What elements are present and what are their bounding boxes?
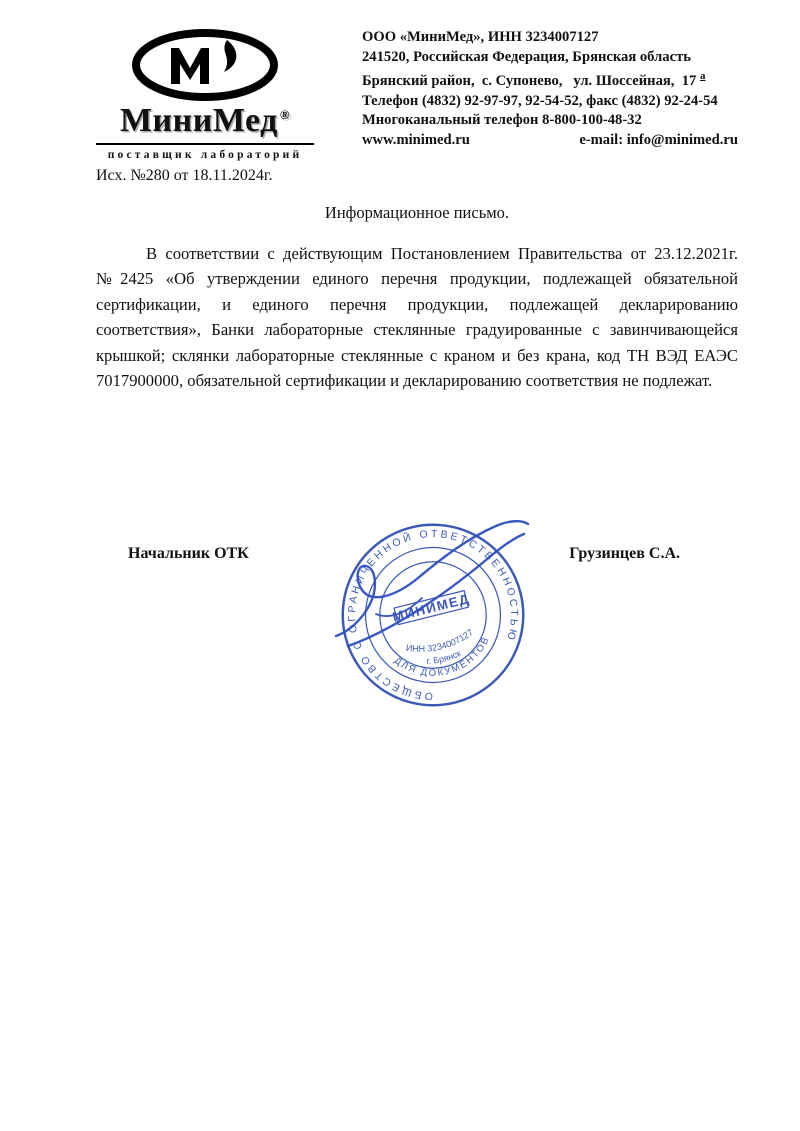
stamp-city-text: г. Брянск	[426, 647, 463, 666]
letterhead	[96, 28, 738, 161]
multichannel-phone-line: Многоканальный телефон 8-800-100-48-32	[362, 112, 642, 129]
brand-tagline: поставщик лабораторий	[96, 143, 314, 161]
phone-line: Телефон (4832) 92-97-97, 92-54-52, факс (4832) 92-24-54	[362, 92, 718, 109]
signatory-position: Начальник ОТК	[128, 545, 249, 562]
web-row	[362, 131, 738, 151]
registered-mark: ®	[279, 106, 291, 122]
company-name-line: ООО «МиниМед», ИНН 3234007127	[362, 29, 599, 45]
address-building-letter: а	[699, 70, 706, 83]
handwritten-signature	[318, 504, 550, 666]
address-line-1: 241520, Российская Федерация, Брянская область	[362, 48, 691, 65]
stamp-area	[338, 520, 538, 720]
company-logo	[96, 28, 314, 161]
stamp-inn-text: ИНН 3234007127	[405, 627, 475, 654]
letter-title: Информационное письмо.	[324, 203, 510, 222]
stamp-outer-text: ОБЩЕСТВО С ОГРАНИЧЕННОЙ ОТВЕТСТВЕННОСТЬЮ	[347, 528, 519, 702]
address-line-2	[362, 67, 738, 91]
email-text: e-mail: info@minimed.ru	[579, 131, 738, 148]
website-text: www.minimed.ru	[362, 131, 470, 148]
outgoing-ref-line: Исх. №280 от 18.11.2024г.	[96, 167, 273, 184]
logo-emblem-icon	[129, 28, 281, 102]
signatory-name: Грузинцев С.А.	[569, 545, 680, 562]
address-line-2-text: Брянский район, с. Супонево, ул. Шоссейная, 17	[362, 73, 700, 90]
stamp-center-name: МИНИМЕД	[390, 591, 472, 625]
brand-name-text: МиниМед	[119, 102, 278, 139]
stamp-bottom-text: ДЛЯ ДОКУМЕНТОВ	[391, 634, 493, 679]
company-info	[362, 28, 738, 150]
letter-body-paragraph: В соответствии с действующим Постановлением Правительства от 23.12.2021г. №2425 «Об утверждении единого перечня продукции, подлежащей обязательной сертификации, и единого перечня продукции, подлежащей декларированию соответствия», Банки лабораторные стеклянные градуированные с завинчивающейся крышкой; склянки лабораторные стеклянные с краном и без крана, код ТН ВЭД ЕАЭС 7017900000, обязательной сертификации и декларированию соответствия не подлежат.	[96, 244, 738, 391]
brand-name	[96, 104, 314, 138]
